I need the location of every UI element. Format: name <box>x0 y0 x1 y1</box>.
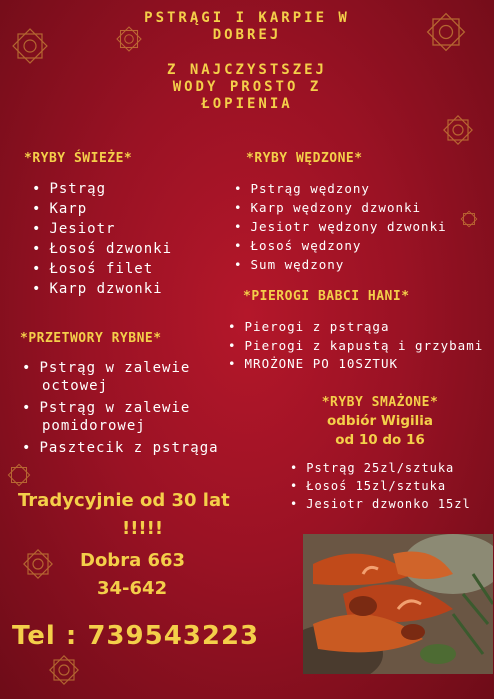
list-item: • MROŻONE PO 10SZTUK <box>228 355 483 374</box>
ornament-right-small-icon <box>458 208 480 230</box>
header-title <box>60 10 434 113</box>
list-item: • Karp <box>32 199 172 219</box>
smoked-fish-list <box>234 179 447 274</box>
tagline-line-2: !!!!! <box>122 518 164 539</box>
fried-pickup-line-1: odbiór Wigilia <box>326 413 434 429</box>
list-item: • Jesiotr wędzony dzwonki <box>234 217 447 236</box>
pierogi-list <box>228 318 483 374</box>
fried-fish-photo <box>303 534 493 674</box>
fresh-fish-list <box>32 179 172 299</box>
ornament-right-icon <box>438 110 478 150</box>
phone-number: Tel : 739543223 <box>12 621 260 651</box>
address-line-1: Dobra 663 <box>80 550 186 571</box>
processed-fish-list <box>22 359 232 461</box>
ornament-left-mid-icon <box>4 460 34 490</box>
header-line-1: PSTRĄGI I KARPIE W <box>144 10 350 26</box>
list-item: • Karp dzwonki <box>32 279 172 299</box>
processed-fish-title: *PRZETWORY RYBNE* <box>20 331 162 346</box>
list-item: • Pstrąg 25zl/sztuka <box>290 459 471 477</box>
header-line-5: ŁOPIENIA <box>201 96 293 112</box>
address-line-2: 34-642 <box>97 578 168 599</box>
list-item: • Łosoś wędzony <box>234 236 447 255</box>
list-item: • Jesiotr dzwonko 15zl <box>290 495 471 513</box>
list-item: • Pstrąg w zalewie octowej <box>22 359 232 395</box>
list-item: • Pierogi z pstrąga <box>228 318 483 337</box>
list-item: • Jesiotr <box>32 219 172 239</box>
list-item: • Łosoś dzwonki <box>32 239 172 259</box>
pierogi-title: *PIEROGI BABCI HANI* <box>243 289 410 304</box>
header-line-2: DOBREJ <box>212 27 282 43</box>
list-item: • Pstrąg <box>32 179 172 199</box>
header-line-3: Z NAJCZYSTSZEJ <box>166 62 327 78</box>
list-item: • Karp wędzony dzwonki <box>234 198 447 217</box>
header-line-4: WODY PROSTO Z <box>172 79 322 95</box>
ornament-bottom-left-icon <box>44 650 84 690</box>
list-item: • Łosoś 15zl/sztuka <box>290 477 471 495</box>
list-item: • Łosoś filet <box>32 259 172 279</box>
smoked-fish-title: *RYBY WĘDZONE* <box>246 151 363 166</box>
fried-fish-list <box>290 459 471 513</box>
ornament-top-left-icon <box>6 22 54 70</box>
fried-fish-title: *RYBY SMAŻONE* <box>321 395 439 410</box>
fresh-fish-title: *RYBY ŚWIEŻE* <box>24 151 133 166</box>
list-item: • Pierogi z kapustą i grzybami <box>228 337 483 356</box>
ornament-left-bottom-icon <box>18 544 58 584</box>
tagline-line-1: Tradycyjnie od 30 lat <box>18 490 230 511</box>
list-item: • Pstrąg wędzony <box>234 179 447 198</box>
list-item: • Pasztecik z pstrąga <box>22 439 232 457</box>
fried-pickup-line-2: od 10 do 16 <box>335 432 425 448</box>
list-item: • Sum wędzony <box>234 255 447 274</box>
list-item: • Pstrąg w zalewie pomidorowej <box>22 399 232 435</box>
